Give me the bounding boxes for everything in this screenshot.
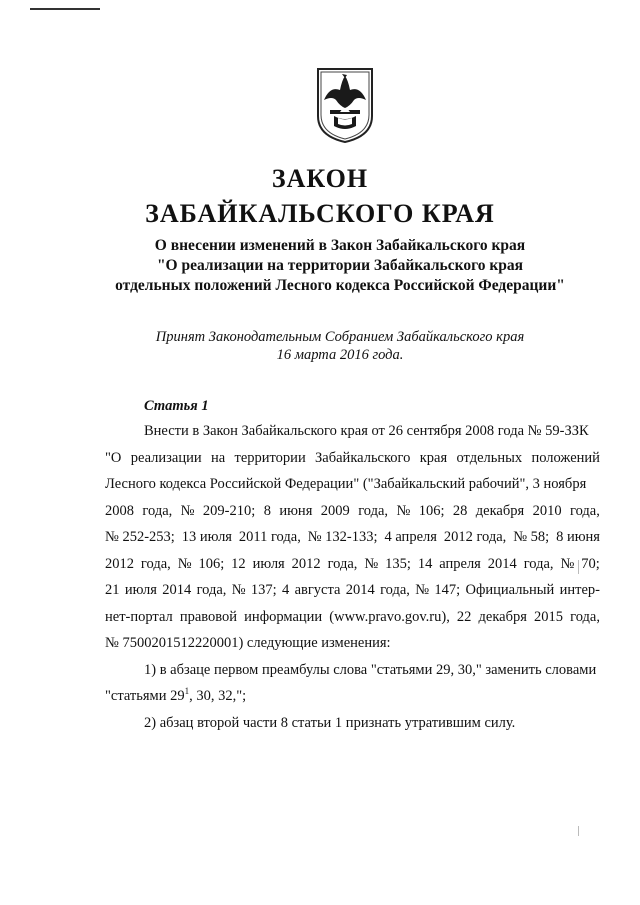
article-word: 2014 xyxy=(487,555,517,572)
article-word: реализации xyxy=(130,449,202,466)
article-word: 8 xyxy=(263,502,271,519)
amendment-item-1-text-end: , 30, 32,"; xyxy=(189,688,247,704)
article-text-line xyxy=(105,445,600,472)
article-word: 2012 xyxy=(291,555,321,572)
article-text-line xyxy=(105,471,600,498)
article-word: 70; xyxy=(581,555,600,572)
article-word: № xyxy=(396,502,411,519)
article-word: № 252-253; xyxy=(105,529,175,545)
article-word: Официальный xyxy=(465,582,555,598)
article-word: июля xyxy=(252,555,285,572)
law-subtitle xyxy=(60,236,620,296)
amendment-item-1-line-1: 1) в абзаце первом преамбулы слова "статьями 29, 30," заменить словами xyxy=(144,661,597,678)
article-text-line xyxy=(105,524,600,551)
article-word: № 132-133; xyxy=(307,529,378,545)
scan-speck xyxy=(578,826,579,836)
article-word: 2012 года, xyxy=(443,529,507,545)
article-word: 106; xyxy=(198,555,225,572)
article-word: 209-210; xyxy=(202,502,256,519)
article-word: № 58; xyxy=(513,529,550,545)
article-word: 22 xyxy=(456,608,472,625)
zabaykalsky-krai-coat-of-arms-icon xyxy=(314,66,376,144)
article-word: Забайкальского xyxy=(315,449,411,466)
article-word: 2008 xyxy=(105,502,134,519)
article-text-line xyxy=(105,498,600,525)
amendment-item-1-text: "статьями 29 xyxy=(105,688,185,704)
superscript-index: 1 xyxy=(184,686,190,697)
article-heading: Статья 1 xyxy=(144,398,209,414)
article-word: 2012 xyxy=(105,555,134,572)
article-word: № xyxy=(415,582,430,598)
article-word: интер- xyxy=(559,582,600,598)
article-word: года, xyxy=(380,582,410,598)
subtitle-line: отдельных положений Лесного кодекса Российской Федерации" xyxy=(115,277,565,294)
adoption-note xyxy=(0,328,640,364)
subtitle-line: О внесении изменений в Закон Забайкальского края xyxy=(154,237,526,254)
article-word: 12 xyxy=(231,555,246,572)
document-region-title: ЗАБАЙКАЛЬСКОГО КРАЯ xyxy=(145,199,495,228)
article-text-line xyxy=(105,577,600,604)
article-word: декабря xyxy=(475,502,525,519)
article-word: № xyxy=(231,582,246,598)
article-word: 147; xyxy=(434,582,461,598)
article-word: 2011 года, xyxy=(238,529,301,545)
article-word: № xyxy=(560,555,575,572)
article-word: апреля xyxy=(439,555,481,572)
article-word: № xyxy=(180,502,195,519)
article-word: года, xyxy=(358,502,389,519)
article-word: отдельных xyxy=(456,449,523,466)
article-word: Лесного кодекса Российской Федерации" ("Забайкальский рабочий", 3 ноября xyxy=(105,476,587,492)
article-word: Внести в Закон Забайкальского края от 26 сентября 2008 года № 59-ЗЗК xyxy=(144,423,589,439)
article-word: года, xyxy=(523,555,554,572)
article-word: № xyxy=(364,555,379,572)
article-word: 2009 xyxy=(320,502,350,519)
article-word: 135; xyxy=(385,555,411,572)
article-word: края xyxy=(419,449,448,466)
adoption-line: Принят Законодательным Собранием Забайкальского края xyxy=(155,329,525,345)
article-paragraph xyxy=(105,418,600,657)
amendment-item-2: 2) абзац второй части 8 статьи 1 признать утратившим силу. xyxy=(144,714,516,731)
article-word: 8 июня xyxy=(556,529,600,545)
article-word: на xyxy=(210,449,226,466)
article-word: 137; xyxy=(250,582,277,598)
article-word: года, xyxy=(140,555,171,572)
article-word: 2014 xyxy=(162,582,192,598)
scan-edge-mark xyxy=(30,8,100,10)
article-word: года, xyxy=(142,502,173,519)
article-word: № xyxy=(177,555,192,572)
article-word: декабря xyxy=(478,608,527,625)
article-word: года, xyxy=(569,502,600,519)
article-word: (www.pravo.gov.ru), xyxy=(329,608,450,625)
subtitle-line: "О реализации на территории Забайкальского края xyxy=(156,257,524,274)
article-word: правовой xyxy=(179,608,238,625)
scan-speck xyxy=(578,560,579,574)
article-word: августа xyxy=(294,582,341,598)
article-word: года, xyxy=(196,582,227,598)
article-word: года, xyxy=(570,608,600,625)
article-word: июля xyxy=(124,582,157,598)
article-word: 14 xyxy=(417,555,433,572)
article-word: 106; xyxy=(418,502,445,519)
article-word: 21 xyxy=(105,582,120,598)
article-text-line xyxy=(105,551,600,578)
document-type-title: ЗАКОН xyxy=(271,164,369,193)
article-word: № 7500201512220001) следующие изменения: xyxy=(105,635,391,651)
article-word: территории xyxy=(234,449,306,466)
article-word: 13 июля xyxy=(181,529,232,545)
article-body xyxy=(105,418,600,736)
article-word: 28 xyxy=(452,502,468,519)
article-word: 2015 xyxy=(534,608,564,625)
article-word: 2014 xyxy=(345,582,375,598)
article-text-line xyxy=(105,604,600,631)
article-word: 4 xyxy=(282,582,290,598)
article-word: года, xyxy=(327,555,358,572)
article-word: июня xyxy=(279,502,313,519)
article-word: нет-портал xyxy=(105,608,173,625)
article-word: 4 апреля xyxy=(384,529,437,545)
amendment-item-1-line-2 xyxy=(105,683,600,710)
article-word: информации xyxy=(244,608,323,625)
article-word: "О xyxy=(105,449,122,466)
article-word: положений xyxy=(531,449,600,466)
article-text-line xyxy=(105,418,600,445)
article-word: 2010 xyxy=(532,502,562,519)
adoption-date: 16 марта 2016 года. xyxy=(276,347,404,363)
article-text-line xyxy=(105,630,600,657)
